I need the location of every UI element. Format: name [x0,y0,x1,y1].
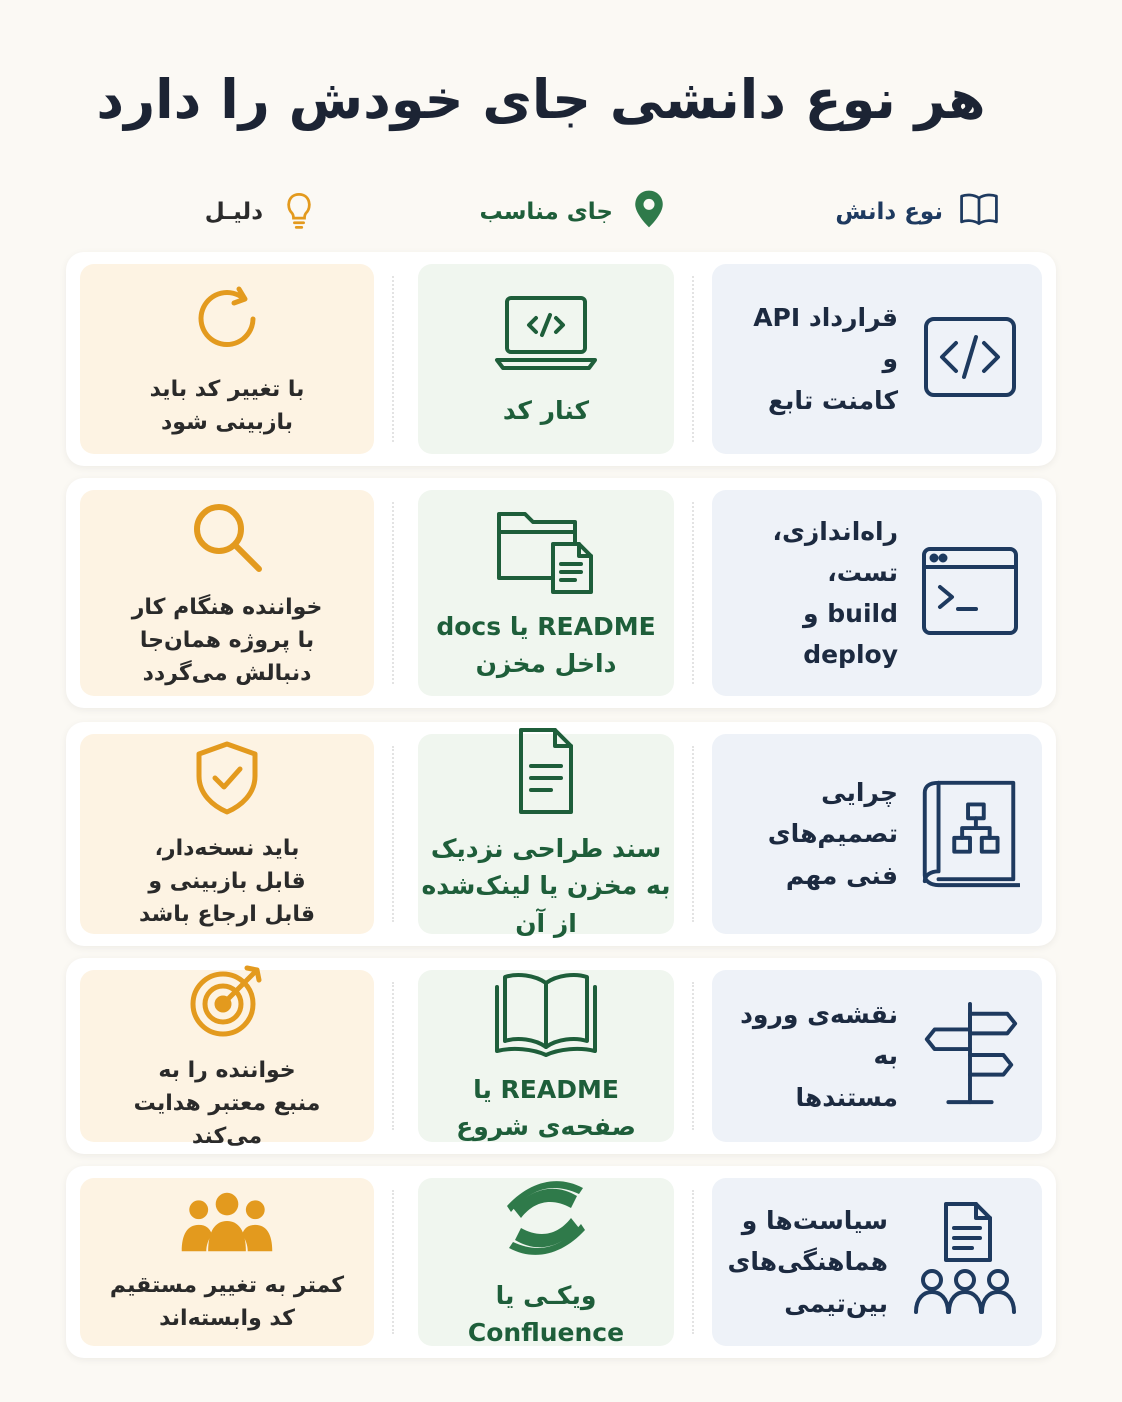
header-reason-label: دلیـل [204,199,263,225]
place-cell [418,734,674,938]
target-icon [187,960,267,1044]
place-label: کنار کد [502,396,590,426]
reason-label: با تغییر کد باید بازبینی شود [149,377,305,435]
knowledge-type-label: نقشه‌ی ورود به مستندها [740,1000,898,1112]
place-cell [418,490,674,696]
reason-cell [80,1178,374,1346]
refresh-icon [187,279,267,363]
knowledge-type-cell [712,970,1042,1142]
header-knowledge-type [835,182,1001,242]
confluence-logo-icon [491,1173,601,1267]
signpost-icon [920,1000,1020,1112]
knowledge-type-label: راه‌اندازی، تست، build و deploy [772,516,898,670]
page-title: هر نوع دانشی جای خودش را دارد [96,68,986,131]
place-cell [418,264,674,454]
laptop-code-icon [491,288,601,382]
header-place-label: جای مناسب [479,199,613,225]
reason-cell [80,490,374,696]
open-book-icon [491,967,601,1061]
people-group-icon [179,1189,275,1259]
document-icon [491,726,601,820]
reason-cell [80,970,374,1149]
place-label: ویکـی یا Confluence [467,1280,625,1347]
place-cell [418,1178,674,1346]
blueprint-icon [920,773,1020,895]
table-row [66,958,1056,1154]
table-row [66,1166,1056,1358]
knowledge-type-label: چرایی تصمیم‌های فنی مهم [767,778,898,890]
reason-label: باید نسخه‌دار، قابل بازبینی و قابل ارجاع باشد [138,835,316,927]
column-headers [66,182,1056,242]
knowledge-type-cell [712,1178,1042,1346]
header-reason [205,182,321,242]
reason-label: کمتر به تغییر مستقیم کد وابسته‌اند [109,1273,345,1331]
reason-cell [80,734,374,934]
folder-document-icon [491,504,601,598]
place-label: سند طراحی نزدیک به مخزن یا لینک‌شده از آن [421,833,671,938]
place-cell [418,970,674,1142]
code-brackets-icon [920,307,1020,411]
magnifier-icon [187,497,267,581]
knowledge-type-label: قرارداد API و کامنت تابع [753,303,898,415]
shield-check-icon [187,738,267,822]
knowledge-type-cell [712,734,1042,934]
terminal-icon [920,541,1020,645]
lightbulb-icon [277,185,321,239]
table-row [66,478,1056,708]
team-policy-icon [910,1200,1020,1324]
knowledge-type-label: سیاست‌ها و هماهنگی‌های بین‌تیمی [727,1206,888,1318]
table-row [66,252,1056,466]
header-place [479,182,671,242]
knowledge-type-cell [712,264,1042,454]
header-knowledge-type-label: نوع دانش [835,199,943,225]
book-icon [957,185,1001,239]
location-pin-icon [627,185,671,239]
reason-cell [80,264,374,454]
table-row [66,722,1056,946]
place-label: README یا docs داخل مخزن [436,611,656,678]
place-label: README یا صفحه‌ی شروع [456,1074,636,1141]
knowledge-type-cell [712,490,1042,696]
reason-label: خواننده هنگام کار با پروژه همان‌جا دنبالش می‌گردد [131,594,323,686]
reason-label: خواننده را به منبع معتبر هدایت می‌کند [133,1057,321,1149]
